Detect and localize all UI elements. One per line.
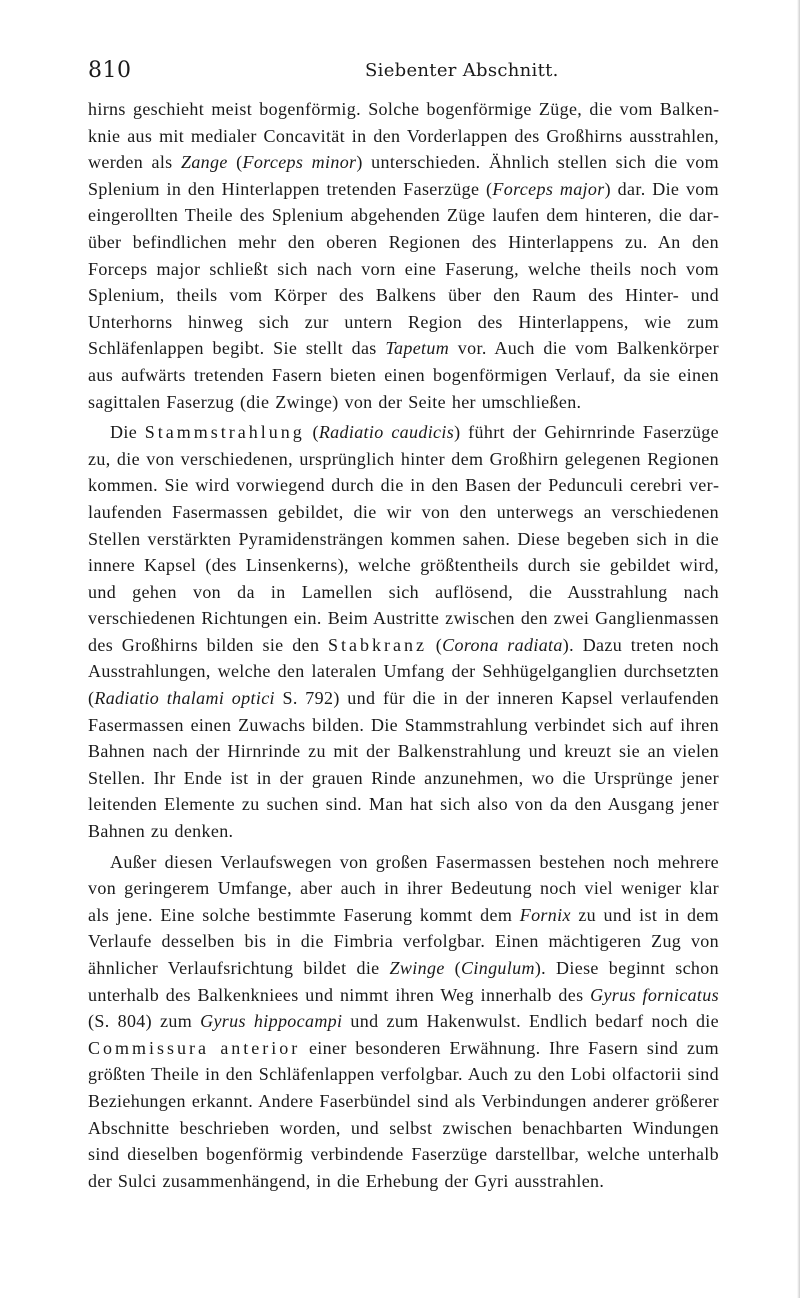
- text-run: ) unterschieden. Ähnlich stellen sich die vom Splenium in den Hinterlappen tretenden Faserzüge (: [88, 152, 719, 199]
- text-run: (: [227, 152, 243, 173]
- paragraph-2: [88, 419, 719, 845]
- text-run: vor. Auch die vom Balkenkörper aus aufwärts tretenden Fasern bieten einen bogenförmigen Verlauf, da sie einen sagittalen Faserzug (die Zwinge) von der Seite her umschließen.: [88, 338, 719, 412]
- italic-term: Gyrus hippocampi: [200, 1011, 343, 1032]
- text-run: einer besonderen Erwähnung. Ihre Fasern sind zum größten Theile in den Schläfenlappen verfolgbar. Auch zu den Lobi olfactorii sind Beziehungen erkannt. Andere Faserbündel sind als Verbindungen anderer größerer Abschnitte beschrieben worden, und selbst zwischen benachbarten Windungen sind dieselben bogenförmig verbindende Faserzüge darstellbar, welche unterhalb der Sulci zusammenhängend, in die Erhebung der Gyri ausstrahlen.: [88, 1037, 719, 1191]
- text-run: (: [304, 422, 319, 443]
- italic-term: Corona radiata: [442, 634, 563, 655]
- italic-term: Zwinge: [389, 958, 445, 978]
- italic-term: Gyrus fornicatus: [590, 984, 719, 1005]
- italic-term: Forceps minor: [242, 152, 357, 173]
- body-text: [88, 96, 719, 1194]
- text-run: und zum Hakenwulst. Endlich bedarf noch die: [342, 1011, 719, 1032]
- text-run: ). Dazu treten noch Ausstrahlungen, welche den lateralen Umfang der Sehhügelganglien durchsetzten (: [88, 634, 720, 709]
- spaced-term: Commissura anterior: [88, 1037, 301, 1058]
- text-run: (: [444, 958, 462, 978]
- spaced-term: Stabkranz: [328, 634, 428, 655]
- page-number: 810: [88, 58, 132, 83]
- text-run: Die: [110, 422, 145, 443]
- text-run: ) dar. Die vom eingerollten Theile des Splenium abgehenden Züge laufen dem hinteren, die darüber befindlichen mehr den oberen Regionen des Hinterlappens zu. An den Forceps major schließt sich nach vorn eine Faserung, welche theils noch vom Splenium, theils vom Körper des Balkens über den Raum des Hinter- und Unterhorns hinweg sich zur untern Region des Hinterlappens, wie zum Schläfenlappen begibt. Sie stellt das: [88, 178, 720, 359]
- text-run: hirns geschieht meist bogenförmig. Solche bogenförmige Züge, die vom Balkenknie aus mit medialer Concavität in den Vorderlappen des Großhirns ausstrahlen, werden als: [88, 99, 719, 173]
- text-run: ). Diese beginnt schon unterhalb des Balkenkniees und nimmt ihren Weg innerhalb des: [88, 958, 719, 1005]
- italic-term: Radiatio thalami optici: [94, 688, 275, 709]
- text-run: (: [427, 634, 443, 655]
- paragraph-1: [88, 96, 719, 415]
- text-run: Außer diesen Verlaufswegen von großen Fasermassen bestehen noch mehrere von geringerem Umfange, aber auch in ihrer Bedeutung noch viel weniger klar als jene. Eine solche bestimmte Faserung kommt dem: [88, 851, 719, 925]
- text-run: ) führt der Gehirnrinde Faserzüge zu, die von verschiedenen, ursprünglich hinter dem Großhirn gelegenen Regionen kommen. Sie wird vorwiegend durch die in den Basen der Pedunculi cerebri verlaufenden Fasermassen gebildet, die wir von den unterwegs an verschiedenen Stellen verstärkten Pyramidensträngen kommen sahen. Diese begeben sich in die innere Kapsel (des Linsenkerns), welche größtentheils durch sie gebildet wird, und gehen von da in Lamellen sich auflösend, die Ausstrahlung nach verschiedenen Richtungen ein. Beim Austritte zwischen den zwei Ganglienmassen des Großhirns bilden sie den: [88, 422, 719, 655]
- italic-term: Fornix: [519, 904, 571, 925]
- page-header: [88, 58, 728, 88]
- italic-term: Forceps major: [492, 178, 605, 199]
- italic-term: Tapetum: [385, 338, 450, 359]
- paragraph-3: [88, 849, 719, 1195]
- italic-term: Zange: [180, 152, 228, 173]
- italic-term: Cingulum: [461, 958, 535, 978]
- italic-term: Radiatio caudicis: [318, 422, 455, 443]
- running-title: Siebenter Abschnitt.: [365, 60, 559, 81]
- text-run: zu und ist in dem Verlaufe desselben bis in die Fimbria verfolgbar. Einen mächtigeren Zug von ähnlicher Verlaufsrichtung bildet die: [88, 904, 720, 978]
- text-run: (S. 804) zum: [88, 1011, 201, 1032]
- spaced-term: Stammstrahlung: [144, 422, 305, 443]
- text-run: S. 792) und für die in der inneren Kapsel verlaufenden Fasermassen einen Zuwachs bilden. Die Stammstrahlung verbindet sich auf ihren Bahnen nach der Hirnrinde zu mit der Balkenstrahlung und kreuzt sie an vielen Stellen. Ihr Ende ist in der grauen Rinde anzunehmen, wo die Ursprünge jener leitenden Elemente zu suchen sind. Man hat sich also von da den Ausgang jener Bahnen zu denken.: [88, 688, 720, 842]
